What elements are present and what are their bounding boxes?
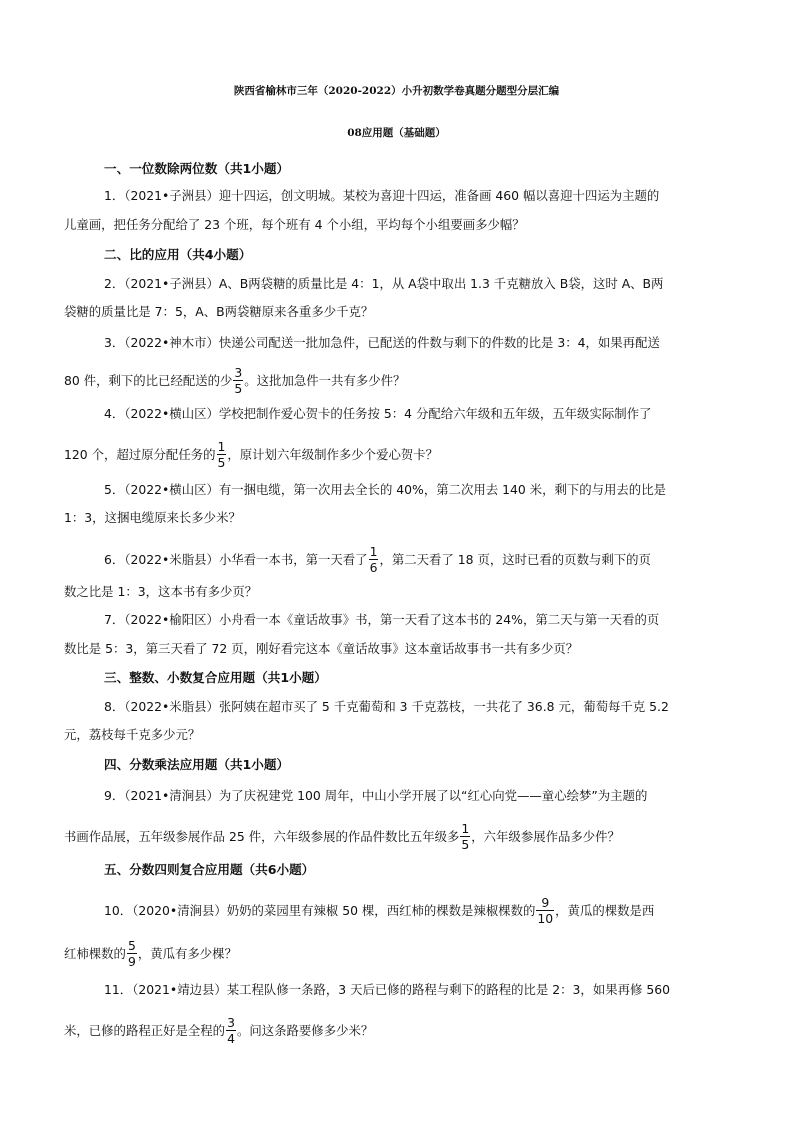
question-10-text-d: ，黄瓜有多少棵？ bbox=[137, 946, 237, 961]
page-title-line1: 陕西省榆林市三年（2020-2022）小升初数学卷真题分题型分层汇编 bbox=[233, 85, 560, 97]
question-10-line1 bbox=[104, 895, 655, 926]
section-heading-2: 二、比的应用（共4小题） bbox=[104, 247, 252, 262]
fraction bbox=[460, 821, 470, 852]
question-4-line2 bbox=[64, 439, 439, 470]
question-1-line1: 1．（2021•子洲县）迎十四运，创文明城。某校为喜迎十四运，准备画 460 幅以喜迎十四运为主题的 bbox=[104, 188, 660, 203]
question-8-line1: 8．（2022•米脂县）张阿姨在超市买了 5 千克葡萄和 3 千克荔枝，一共花了 36.8 元，葡萄每千克 5.2 bbox=[104, 699, 669, 714]
question-1-line2: 儿童画，把任务分配给了 23 个班，每个班有 4 个小组，平均每个小组要画多少幅？ bbox=[64, 217, 525, 232]
fraction-numerator: 1 bbox=[369, 544, 378, 559]
fraction bbox=[233, 365, 243, 396]
question-3-line1: 3．（2022•神木市）快递公司配送一批加急件，已配送的件数与剩下的件数的比是 3：4，如果再配送 bbox=[104, 335, 660, 350]
fraction-denominator: 5 bbox=[461, 837, 470, 852]
fraction bbox=[226, 1015, 236, 1046]
question-4-text-b: ，原计划六年级制作多少个爱心贺卡？ bbox=[227, 447, 439, 462]
question-3-text-b: 。这批加急件一共有多少件？ bbox=[244, 373, 406, 388]
question-5-line2: 1：3，这捆电缆原来长多少米？ bbox=[64, 510, 241, 525]
fraction bbox=[127, 938, 137, 969]
question-6-line1 bbox=[104, 544, 651, 575]
question-9-line2 bbox=[64, 821, 620, 852]
fraction-denominator: 6 bbox=[369, 560, 378, 575]
fraction bbox=[369, 544, 379, 575]
question-3-text-a: 80 件，剩下的比已经配送的少 bbox=[64, 373, 233, 388]
question-6-line2: 数之比是 1：3，这本书有多少页？ bbox=[64, 584, 258, 599]
fraction-denominator: 5 bbox=[217, 455, 226, 470]
section-heading-1: 一、一位数除两位数（共1小题） bbox=[104, 161, 290, 176]
question-10-text-b: ，黄瓜的棵数是西 bbox=[555, 903, 655, 918]
question-10-line2 bbox=[64, 938, 237, 969]
section-heading-5: 五、分数四则复合应用题（共6小题） bbox=[104, 862, 315, 877]
question-11-text-b: 。问这条路要修多少米？ bbox=[236, 1023, 374, 1038]
question-9-text-a: 书画作品展，五年级参展作品 25 件，六年级参展的作品件数比五年级多 bbox=[64, 829, 460, 844]
question-3-line2 bbox=[64, 365, 406, 396]
question-7-line1: 7．（2022•榆阳区）小舟看一本《童话故事》书，第一天看了这本书的 24%，第二天与第一天看的页 bbox=[104, 612, 660, 627]
fraction-numerator: 9 bbox=[536, 895, 554, 911]
question-9-line1: 9．（2021•清涧县）为了庆祝建党 100 周年，中山小学开展了以“红心向党——童心绘梦”为主题的 bbox=[104, 788, 648, 803]
question-5-line1: 5．（2022•横山区）有一捆电缆，第一次用去全长的 40%，第二次用去 140 米，剩下的与用去的比是 bbox=[104, 482, 666, 497]
question-9-text-b: ，六年级参展作品多少件？ bbox=[471, 829, 620, 844]
fraction-numerator: 1 bbox=[217, 439, 226, 454]
fraction-denominator: 10 bbox=[537, 911, 554, 926]
fraction-numerator: 3 bbox=[234, 365, 243, 380]
question-11-line1: 11．（2021•靖边县）某工程队修一条路，3 天后已修的路程与剩下的路程的比是 2：3，如果再修 560 bbox=[104, 982, 670, 997]
question-6-text-a: 6．（2022•米脂县）小华看一本书，第一天看了 bbox=[104, 552, 368, 567]
fraction-numerator: 1 bbox=[461, 821, 470, 836]
fraction-denominator: 5 bbox=[234, 381, 243, 396]
question-4-line1: 4．（2022•横山区）学校把制作爱心贺卡的任务按 5：4 分配给六年级和五年级，五年级实际制作了 bbox=[104, 406, 652, 421]
question-4-text-a: 120 个，超过原分配任务的 bbox=[64, 447, 216, 462]
fraction bbox=[217, 439, 227, 470]
fraction-denominator: 4 bbox=[227, 1031, 235, 1046]
question-10-text-a: 10．（2020•清涧县）奶奶的菜园里有辣椒 50 棵，西红柿的棵数是辣椒棵数的 bbox=[104, 903, 536, 918]
section-heading-4: 四、分数乘法应用题（共1小题） bbox=[104, 757, 290, 772]
question-11-text-a: 米，已修的路程正好是全程的 bbox=[64, 1023, 226, 1038]
question-2-line1: 2．（2021•子洲县）A、B两袋糖的质量比是 4：1，从 A袋中取出 1.3 千克糖放入 B袋，这时 A、B两 bbox=[104, 276, 664, 291]
question-7-line2: 数比是 5：3，第三天看了 72 页，刚好看完这本《童话故事》这本童话故事书一共有多少页？ bbox=[64, 641, 579, 656]
question-2-line2: 袋糖的质量比是 7：5，A、B两袋糖原来各重多少千克？ bbox=[64, 304, 374, 319]
section-heading-3: 三、整数、小数复合应用题（共1小题） bbox=[104, 670, 327, 685]
question-6-text-b: ，第二天看了 18 页，这时已看的页数与剩下的页 bbox=[379, 552, 651, 567]
question-11-line2 bbox=[64, 1015, 374, 1046]
question-10-text-c: 红柿棵数的 bbox=[64, 946, 126, 961]
question-8-line2: 元，荔枝每千克多少元？ bbox=[64, 727, 201, 742]
fraction-denominator: 9 bbox=[127, 954, 136, 969]
page-title-line2: 08应用题（基础题） bbox=[347, 127, 446, 139]
fraction-numerator: 5 bbox=[127, 938, 136, 953]
fraction bbox=[536, 895, 554, 926]
fraction-numerator: 3 bbox=[227, 1015, 235, 1030]
